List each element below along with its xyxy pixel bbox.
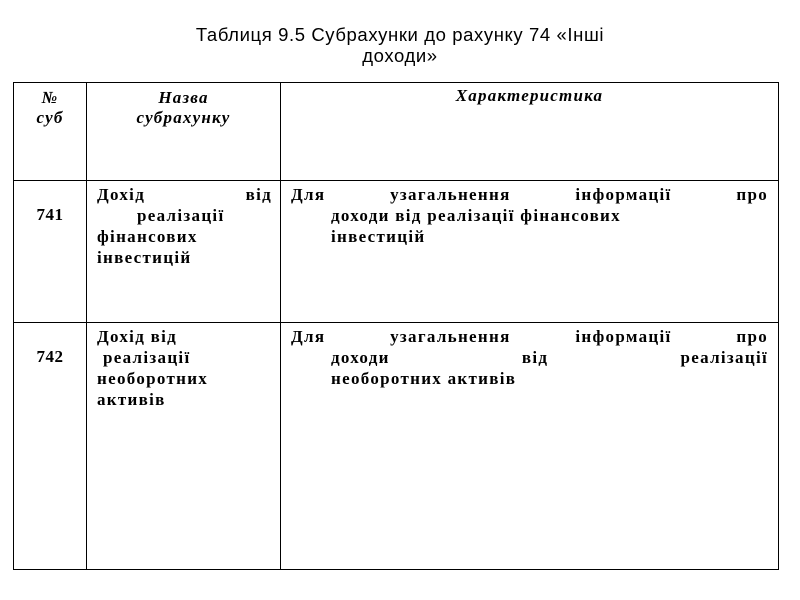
table-row bbox=[14, 181, 779, 323]
header-number-line-2: суб bbox=[36, 108, 64, 127]
description-word: доходи bbox=[331, 348, 390, 367]
subaccounts-table bbox=[13, 82, 779, 570]
header-name bbox=[87, 83, 281, 181]
subaccount-name-line: інвестицій bbox=[97, 248, 192, 267]
description-word: інформації bbox=[575, 327, 672, 346]
header-name-line-1: Назва bbox=[158, 88, 209, 107]
subaccount-name-line: активів bbox=[97, 390, 166, 409]
description-word: Для bbox=[291, 327, 326, 346]
description-line bbox=[291, 326, 768, 347]
description-line bbox=[291, 184, 768, 205]
subaccount-description-cell bbox=[281, 181, 779, 323]
header-description bbox=[281, 83, 779, 181]
header-number-line-1: № bbox=[41, 88, 59, 107]
page-title-line-2: доходи» bbox=[362, 45, 438, 66]
subaccount-name-line bbox=[97, 184, 272, 205]
description-line: інвестицій bbox=[331, 227, 426, 246]
description-line bbox=[291, 347, 768, 368]
subaccount-name-line: Дохід від bbox=[97, 327, 178, 346]
subaccount-name-line: необоротних bbox=[97, 369, 209, 388]
description-word: узагальнення bbox=[390, 327, 511, 346]
header-description-label: Характеристика bbox=[455, 86, 604, 105]
description-word: узагальнення bbox=[390, 185, 511, 204]
table-row bbox=[14, 323, 779, 570]
subaccount-name-word: Дохід bbox=[97, 185, 146, 204]
subaccount-name-cell bbox=[87, 181, 281, 323]
description-word: Для bbox=[291, 185, 326, 204]
subaccount-name-cell bbox=[87, 323, 281, 570]
page-title bbox=[40, 24, 760, 66]
description-line: необоротних активів bbox=[331, 369, 517, 388]
subaccount-name-word: від bbox=[245, 185, 272, 204]
description-line: доходи від реалізації фінансових bbox=[331, 206, 621, 225]
header-number bbox=[14, 83, 87, 181]
header-name-line-2: субрахунку bbox=[136, 108, 231, 127]
subaccount-name-line: фінансових bbox=[97, 227, 198, 246]
description-word: про bbox=[736, 327, 768, 346]
subaccount-number: 741 bbox=[36, 205, 64, 224]
subaccount-name-line: реалізації bbox=[137, 206, 225, 225]
subaccount-description-cell bbox=[281, 323, 779, 570]
table-header-row bbox=[14, 83, 779, 181]
description-word: від bbox=[521, 348, 549, 367]
description-word: про bbox=[736, 185, 768, 204]
description-word: інформації bbox=[575, 185, 672, 204]
page-title-line-1: Таблиця 9.5 Субрахунки до рахунку 74 «Інші bbox=[195, 24, 605, 45]
subaccount-number-cell bbox=[14, 323, 87, 570]
subaccount-name-line: реалізації bbox=[103, 348, 191, 367]
description-word: реалізації bbox=[680, 348, 768, 367]
subaccount-number-cell bbox=[14, 181, 87, 323]
subaccount-number: 742 bbox=[36, 347, 64, 366]
